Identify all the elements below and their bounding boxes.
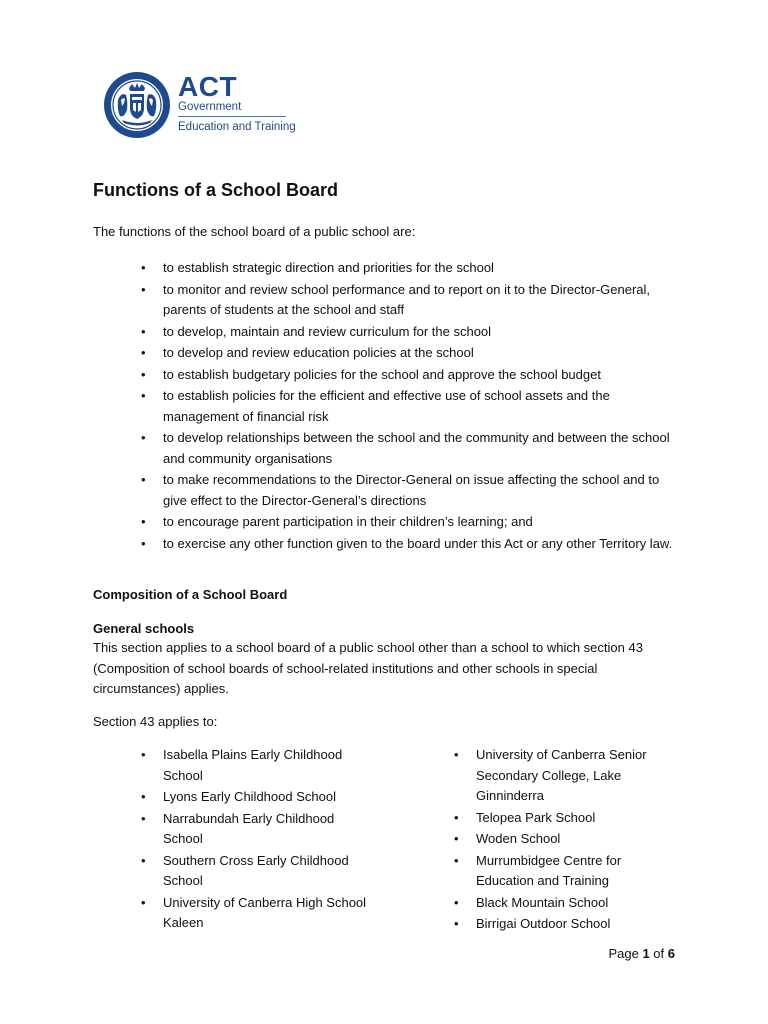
list-item: • to make recommendations to the Director-General on issue affecting the school and to give effect to the Director-General’s directions xyxy=(163,470,683,511)
list-item: • Birrigai Outdoor School xyxy=(476,914,676,935)
list-item: • Murrumbidgee Centre for Education and Training xyxy=(476,851,676,892)
page-number xyxy=(608,944,675,964)
total-pages: 6 xyxy=(667,946,675,961)
logo-divider xyxy=(178,116,286,117)
list-item: • to develop and review education policies at the school xyxy=(163,343,683,364)
list-item: • Southern Cross Early Childhood School xyxy=(163,851,373,892)
functions-list xyxy=(163,258,683,555)
current-page: 1 xyxy=(642,946,650,961)
act-government-logo xyxy=(102,70,302,142)
logo-brand-text: ACT xyxy=(178,71,238,102)
of-word: of xyxy=(653,946,665,961)
section-43-schools-right xyxy=(476,745,676,936)
general-schools-paragraph: This section applies to a school board of a public school other than a school to which section 43 (Composition of school boards of school-related institutions and other schools in special circumstances) applies. xyxy=(93,640,643,696)
list-item: • to monitor and review school performance and to report on it to the Director-General, parents of students at the school and staff xyxy=(163,280,683,321)
list-item: • Isabella Plains Early Childhood School xyxy=(163,745,373,786)
page-title: Functions of a School Board xyxy=(93,180,339,200)
list-item: • to develop relationships between the school and the community and between the school and community organisations xyxy=(163,428,683,469)
list-item: • Lyons Early Childhood School xyxy=(163,787,373,808)
list-item: • Telopea Park School xyxy=(476,808,676,829)
list-item: • to develop, maintain and review curriculum for the school xyxy=(163,322,683,343)
act-coat-of-arms-seal-icon xyxy=(102,70,172,140)
logo-directorate-text: Education and Training xyxy=(178,121,296,133)
list-item: • Narrabundah Early Childhood School xyxy=(163,809,373,850)
list-item: • University of Canberra High School Kaleen xyxy=(163,893,373,934)
list-item: • to establish policies for the efficient and effective use of school assets and the management of financial risk xyxy=(163,386,683,427)
list-item: • University of Canberra Senior Secondary College, Lake Ginninderra xyxy=(476,745,676,807)
composition-heading: Composition of a School Board xyxy=(93,587,288,602)
list-item: • to encourage parent participation in their children’s learning; and xyxy=(163,512,683,533)
list-item: • Woden School xyxy=(476,829,676,850)
list-item: • to establish budgetary policies for the school and approve the school budget xyxy=(163,365,683,386)
section-43-schools-left xyxy=(163,745,373,935)
general-schools-heading: General schools xyxy=(93,621,195,636)
logo-government-text: Government xyxy=(178,101,242,113)
list-item: • Black Mountain School xyxy=(476,893,676,914)
list-item: • to exercise any other function given to the board under this Act or any other Territory law. xyxy=(163,534,683,555)
intro-paragraph: The functions of the school board of a public school are: xyxy=(93,224,416,239)
list-item: • to establish strategic direction and priorities for the school xyxy=(163,258,683,279)
section-43-intro: Section 43 applies to: xyxy=(93,714,218,729)
page-word: Page xyxy=(608,946,639,961)
